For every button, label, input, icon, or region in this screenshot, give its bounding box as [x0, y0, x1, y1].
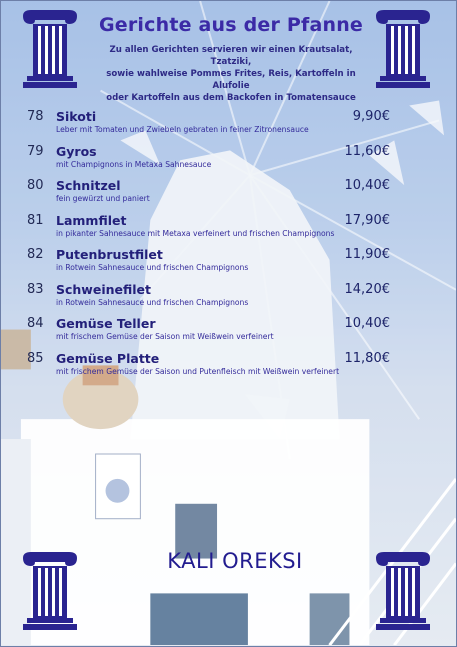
item-description: mit frischem Gemüse der Saison mit Weißwein verfeinert: [56, 332, 274, 341]
item-name: Schweinefilet: [56, 281, 152, 297]
item-price: 17,90€: [344, 212, 390, 228]
subtitle: [89, 44, 373, 104]
subtitle-line: sowie wahlweise Pommes Frites, Reis, Kartoffeln in Alufolie: [106, 69, 356, 91]
item-description: in Rotwein Sahnesauce und frischen Champignons: [56, 297, 249, 307]
item-description: fein gewürzt und paniert: [56, 194, 150, 203]
ionic-column-icon-top-left: [21, 10, 79, 88]
item-number: 82: [27, 247, 44, 262]
item-name: Gemüse Platte: [56, 350, 160, 366]
subtitle-line: oder Kartoffeln aus dem Backofen in Tomatensauce: [106, 93, 356, 103]
item-number: 79: [27, 143, 44, 159]
footer-slogan: KALI OREKSI: [167, 549, 303, 573]
item-name: Lammfilet: [56, 212, 127, 228]
menu-list: [1, 109, 457, 385]
item-description: mit frischem Gemüse der Saison und Putenfleisch mit Weißwein verfeinert: [56, 366, 340, 376]
menu-item: [1, 109, 457, 144]
subtitle-line: Zu allen Gerichten servieren wir einen Krautsalat, Tzatziki,: [109, 45, 353, 67]
item-price: 14,20€: [344, 281, 390, 297]
item-price: 11,60€: [344, 143, 390, 159]
menu-item: [1, 213, 457, 248]
menu-item: [1, 144, 457, 179]
item-name: Gyros: [56, 143, 97, 159]
item-description: in Rotwein Sahnesauce und frischen Champignons: [56, 263, 249, 272]
menu-item: [1, 316, 457, 351]
item-number: 84: [27, 316, 44, 331]
ionic-column-icon-bottom-right: [374, 552, 432, 630]
item-name: Putenbrustfilet: [56, 247, 163, 262]
item-number: 80: [27, 178, 44, 193]
page-title: Gerichte aus der Pfanne: [98, 14, 364, 36]
item-number: 85: [27, 350, 44, 366]
menu-item: [1, 282, 457, 317]
item-price: 10,40€: [344, 178, 390, 193]
menu-item: [1, 247, 457, 282]
item-price: 9,90€: [352, 109, 390, 124]
item-price: 10,40€: [344, 316, 390, 331]
item-name: Sikoti: [56, 109, 97, 124]
item-number: 81: [27, 212, 44, 228]
menu-item: [1, 351, 457, 386]
item-price: 11,80€: [344, 350, 390, 366]
item-description: mit Champignons in Metaxa Sahnesauce: [56, 159, 212, 169]
item-price: 11,90€: [344, 247, 390, 262]
item-name: Gemüse Teller: [56, 316, 156, 331]
ionic-column-icon-bottom-left: [21, 552, 79, 630]
menu-item: [1, 178, 457, 213]
item-description: in pikanter Sahnesauce mit Metaxa verfeinert und frischen Champignons: [56, 228, 335, 238]
item-number: 78: [27, 109, 44, 124]
ionic-column-icon-top-right: [374, 10, 432, 88]
item-description: Leber mit Tomaten und Zwiebeln gebraten in feiner Zitronensauce: [56, 125, 309, 134]
item-number: 83: [27, 281, 44, 297]
item-name: Schnitzel: [56, 178, 121, 193]
